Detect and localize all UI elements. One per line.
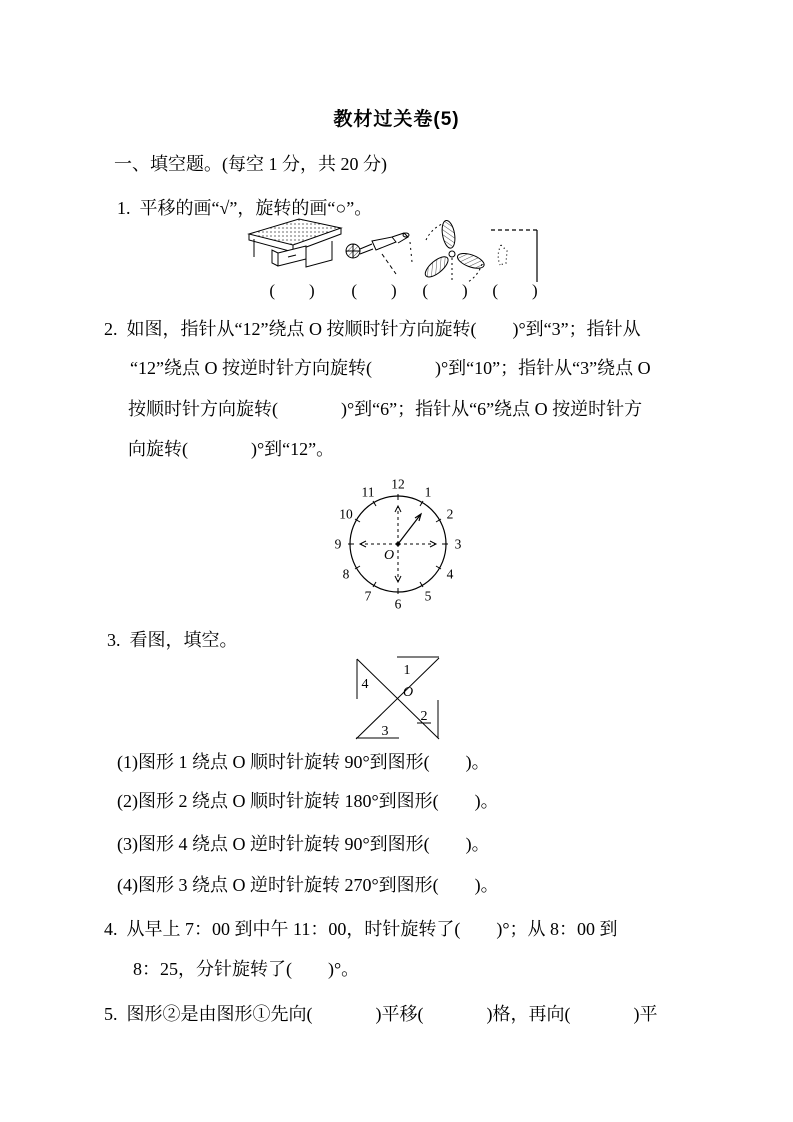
question-2-line-3: 按顺时针方向旋转( )°到“6”；指针从“6”绕点 O 按逆时针方 [128,399,643,419]
question-3-sub-2: (2)图形 2 绕点 O 顺时针旋转 180°到图形( )。 [117,791,499,811]
question-3-sub-4: (4)图形 3 绕点 O 逆时针旋转 270°到图形( )。 [117,875,499,895]
pinwheel-figure [346,646,446,752]
clock-hand [398,514,421,544]
q1-answer-blank-4: ( ) [492,281,538,300]
clock-number-12: 12 [391,476,405,492]
faucet-sketch [342,228,420,282]
clock-number-7: 7 [364,588,372,604]
clock-number-6: 6 [394,596,402,612]
question-2-line-4: 向旋转( )°到“12”。 [128,439,335,459]
question-4-line-1: 4. 从早上 7：00 到中午 11：00，时针旋转了( )°；从 8：00 到 [104,919,618,939]
question-2-line-1: 2. 如图，指针从“12”绕点 O 按顺时针方向旋转( )°到“3”；指针从 [104,319,641,339]
clock-number-2: 2 [446,506,454,522]
question-5-line-1: 5. 图形②是由图形①先向( )平移( )格，再向( )平 [104,1004,658,1024]
pinwheel-label-3: 3 [381,724,389,739]
question-3-sub-1: (1)图形 1 绕点 O 顺时针旋转 90°到图形( )。 [117,752,490,772]
clock-number-11: 11 [361,484,375,500]
exam-title: 教材过关卷(5) [333,109,460,130]
pinwheel-center-label: O [402,685,414,700]
question-4-line-2: 8：25，分针旋转了( )°。 [133,959,360,979]
door-sketch [486,221,544,287]
q1-answer-blank-2: ( ) [351,281,397,300]
clock-number-3: 3 [454,536,462,552]
question-3-text: 3. 看图，填空。 [107,630,238,650]
clock-figure [325,470,475,618]
question-2-line-2: “12”绕点 O 按逆时针方向旋转( )°到“10”；指针从“3”绕点 O [130,358,651,378]
clock-number-5: 5 [424,588,432,604]
clock-number-1: 1 [424,484,432,500]
pinwheel-label-1: 1 [403,663,411,678]
pinwheel-label-4: 4 [361,677,369,692]
question-1-text: 1. 平移的画“√”，旋转的画“○”。 [117,198,373,218]
question-3-sub-3: (3)图形 4 绕点 O 逆时针旋转 90°到图形( )。 [117,834,490,854]
q1-answer-blank-1: ( ) [269,281,315,300]
pinwheel-label-2: 2 [420,709,428,724]
clock-number-8: 8 [342,566,350,582]
q1-answer-blank-3: ( ) [422,281,468,300]
clock-center-label: O [383,548,395,563]
clock-number-4: 4 [446,566,454,582]
fan-sketch [416,214,486,288]
clock-number-10: 10 [339,506,353,522]
desk-drawer-sketch [246,215,344,281]
section-one-heading: 一、填空题。(每空 1 分，共 20 分) [114,154,387,174]
clock-number-9: 9 [334,536,342,552]
